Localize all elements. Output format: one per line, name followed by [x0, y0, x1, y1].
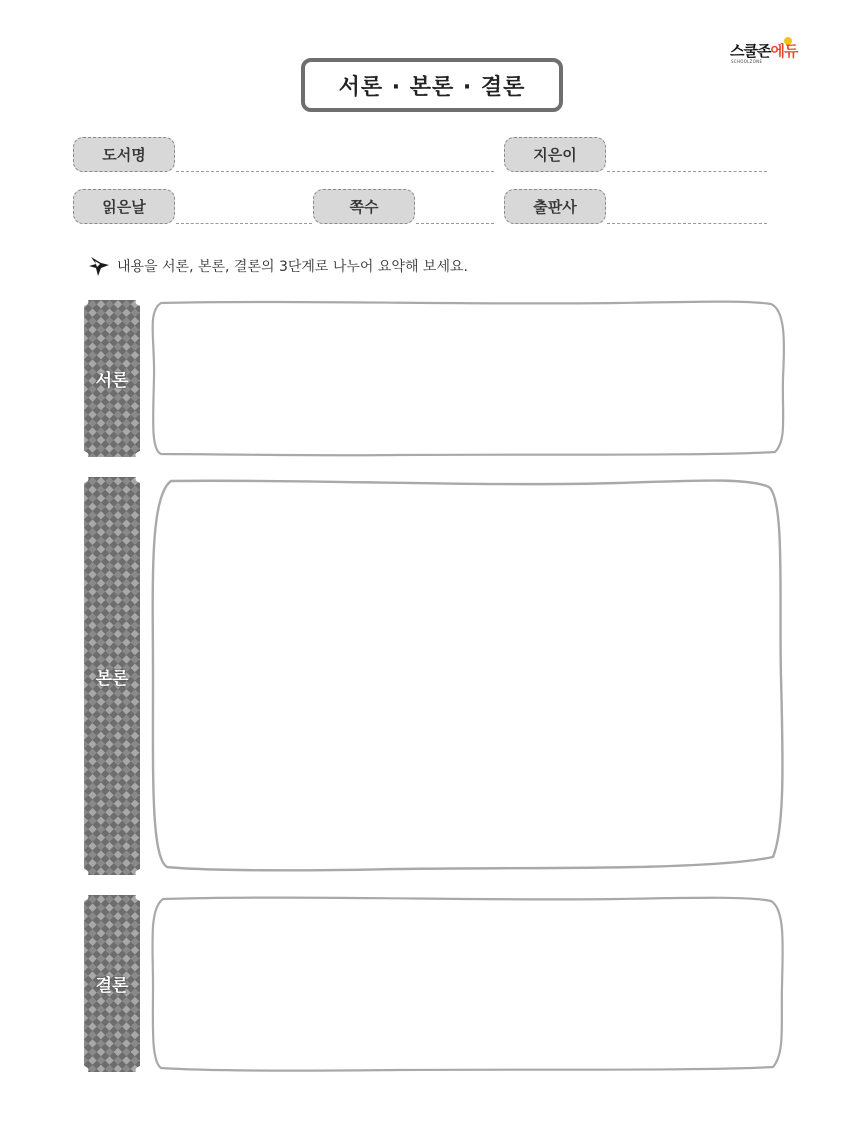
publisher-label: 출판사 — [504, 189, 606, 224]
body-writing-box[interactable] — [147, 477, 787, 875]
book-title-label: 도서명 — [73, 137, 175, 172]
pages-label: 쪽수 — [313, 189, 415, 224]
pages-field[interactable] — [416, 223, 494, 224]
instruction-row — [88, 255, 468, 277]
section-tab-conclusion — [84, 895, 140, 1072]
section-label-conclusion: 결론 — [95, 976, 129, 996]
logo-accent-text: 에듀 — [770, 42, 798, 60]
logo-text — [730, 40, 797, 61]
section-tab-intro — [84, 300, 140, 457]
section-label-intro: 서론 — [95, 371, 129, 391]
author-field[interactable] — [607, 171, 767, 172]
publisher-field[interactable] — [607, 223, 767, 224]
section-tab-body — [84, 477, 140, 875]
schoolzone-logo — [728, 40, 818, 70]
page-title: 서론 · 본론 · 결론 — [301, 58, 563, 112]
logo-main-text: 스쿨존 — [730, 42, 771, 60]
conclusion-writing-box[interactable] — [147, 895, 787, 1072]
book-title-field[interactable] — [176, 171, 494, 172]
read-date-field[interactable] — [176, 223, 312, 224]
read-date-label: 읽은날 — [73, 189, 175, 224]
author-label: 지은이 — [504, 137, 606, 172]
instruction-text: 내용을 서론, 본론, 결론의 3단계로 나누어 요약해 보세요. — [117, 259, 468, 275]
section-label-body: 본론 — [95, 668, 129, 689]
intro-writing-box[interactable] — [147, 300, 787, 457]
logo-subtext: SCHOOLZONE — [731, 59, 763, 64]
star-icon — [88, 255, 110, 277]
